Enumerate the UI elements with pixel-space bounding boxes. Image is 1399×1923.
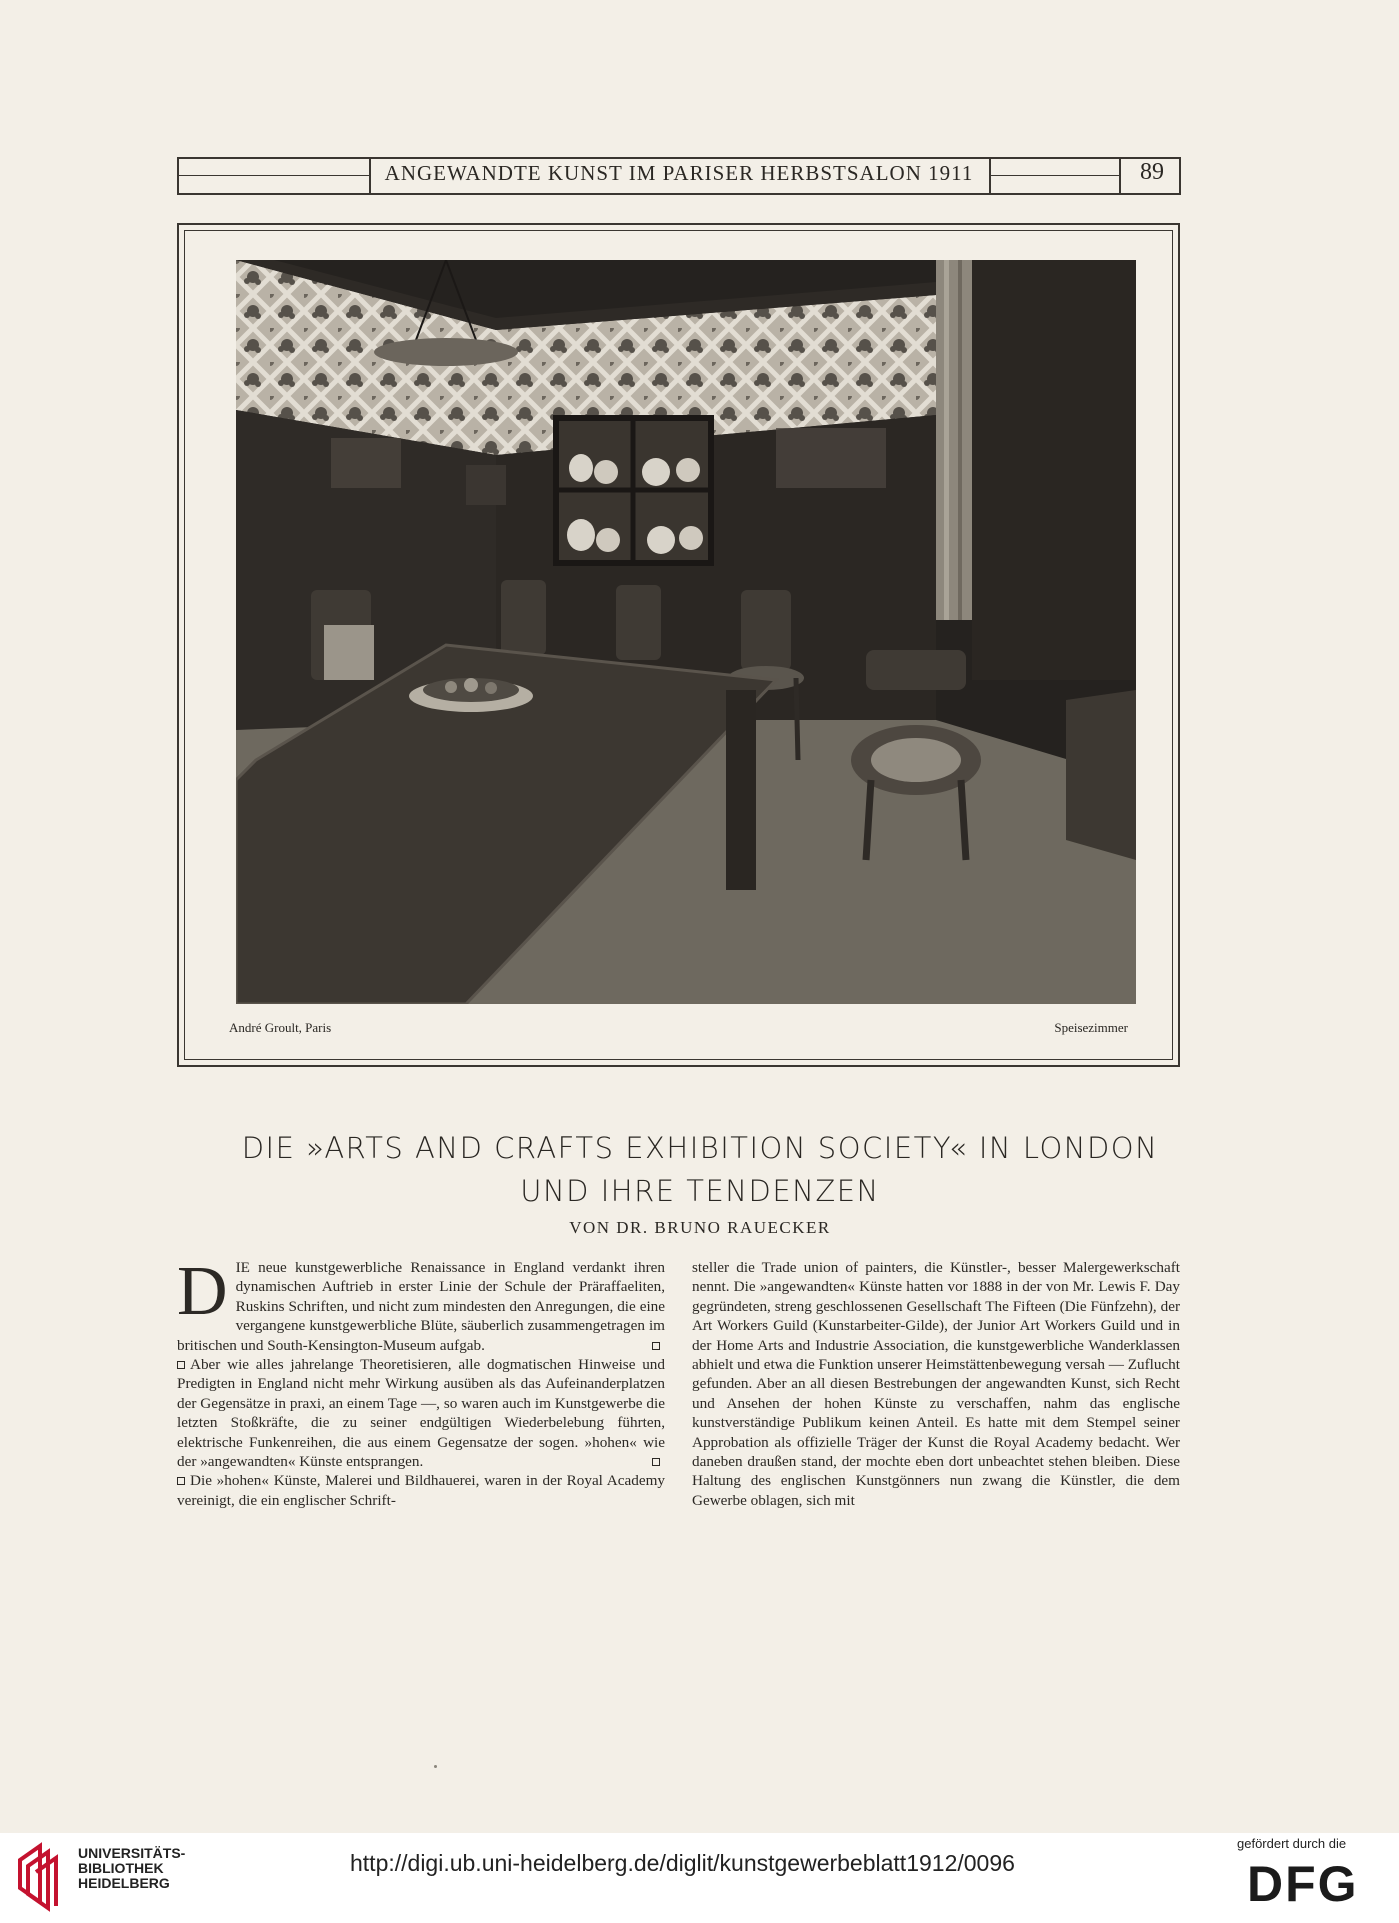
- figure-caption-artist: André Groult, Paris: [229, 1020, 332, 1035]
- article-title: [140, 1127, 1260, 1213]
- paragraph: DIE neue kunstgewerbliche Renaissance in England verdankt ihren dynamischen Auftrieb in erster Linie der Schule der Präraffaeliten, Ruskins Schriften, und nicht zum mindesten den Anregungen, die eine vergangene kunstgewerbliche Blüte, säuberlich zusammengetragen im britischen und South-Kensington-Museum aufgab.: [177, 1253, 665, 1354]
- paragraph-end-mark-icon: [652, 1342, 660, 1350]
- footer-bar: [0, 1833, 1399, 1923]
- dining-room-photo: [236, 260, 1136, 1004]
- paragraph: Die »hohen« Künste, Malerei und Bildhauerei, waren in der Royal Academy vereinigt, die ein englischer Schrift-: [177, 1472, 665, 1509]
- paragraph-mark-icon: [177, 1361, 185, 1369]
- article-title-line-1: DIE »ARTS AND CRAFTS EXHIBITION SOCIETY« IN LONDON: [241, 1131, 1159, 1165]
- paragraph: Aber wie alles jahrelange Theoretisieren, alle dogmatischen Hinweise und Predigten in England nicht mehr Wirkung ausüben als das Aufeinanderplatzen der Gegensätze in praxi, an einem Tage —, so waren auch im Kunstgewerbe die letzten Stoßkräfte, die zu seiner endgültigen Wiederbelebung führten, elektrische Funkenreihen, die aus einem Gegensatze der sogen. »hohen« wie der »angewandten« Künste entsprangen.: [177, 1356, 665, 1471]
- ub-heidelberg-logo-icon: [14, 1840, 66, 1912]
- dfg-logo-text: DFG: [1247, 1857, 1359, 1907]
- drop-cap: D: [177, 1253, 228, 1330]
- text-column-right: [692, 1258, 1180, 1510]
- paragraph-end-mark-icon: [652, 1458, 660, 1466]
- text-column-left: [177, 1253, 665, 1510]
- dfg-logo-icon: [1247, 1857, 1377, 1907]
- page-number: 89: [1140, 159, 1164, 185]
- permalink-url[interactable]: http://digi.ub.uni-heidelberg.de/diglit/kunstgewerbeblatt1912/0096: [350, 1850, 1015, 1876]
- paragraph: steller die Trade union of painters, die Künstler-, besser Malergewerkschaft nennt. Die »angewandten« Künste hatten vor 1888 in der von Mr. Lewis F. Day gegründeten, streng geschlossenen Gesellschaft The Fifteen (Die Fünfzehn), der Art Workers Guild (Kunstarbeiter-Gilde), der Junior Art Workers Guild und in der Home Arts and Industrie Association, die kunstgewerbliche Wanderklassen abhielt und etwa die Funktion unserer Heimstättenbewegung versah — Zuflucht gefunden. Aber an all diesen Bestrebungen der angewandten Kunst, sich Recht und Ansehen der hohen Künste zu verschaffen, nahm das englische kunstverständige Publikum keinen Anteil. Es hatte mit dem Stempel seiner Approbation als offizielle Träger der Kunst die Royal Academy bedacht. Wer daneben draußen stand, der mochte eben dort unbeachtet stehen bleiben. Diese Haltung des englischen Kunstgönners nun zwang die Künstler, die dem Gewerbe oblagen, sich mit: [692, 1259, 1180, 1509]
- article-byline: VON DR. BRUNO RAUECKER: [569, 1218, 831, 1237]
- funder-label: gefördert durch die: [1237, 1836, 1347, 1851]
- page-speck: [434, 1765, 437, 1768]
- figure-caption-title: Speisezimmer: [1054, 1020, 1128, 1035]
- paragraph-mark-icon: [177, 1477, 185, 1485]
- library-name: UNIVERSITÄTS- BIBLIOTHEK HEIDELBERG: [78, 1845, 186, 1891]
- running-header: [177, 157, 1181, 195]
- article-title-line-2: UND IHRE TENDENZEN: [520, 1174, 880, 1208]
- running-header-title: ANGEWANDTE KUNST IM PARISER HERBSTSALON 1911: [384, 161, 974, 185]
- figure-frame: [177, 223, 1180, 1067]
